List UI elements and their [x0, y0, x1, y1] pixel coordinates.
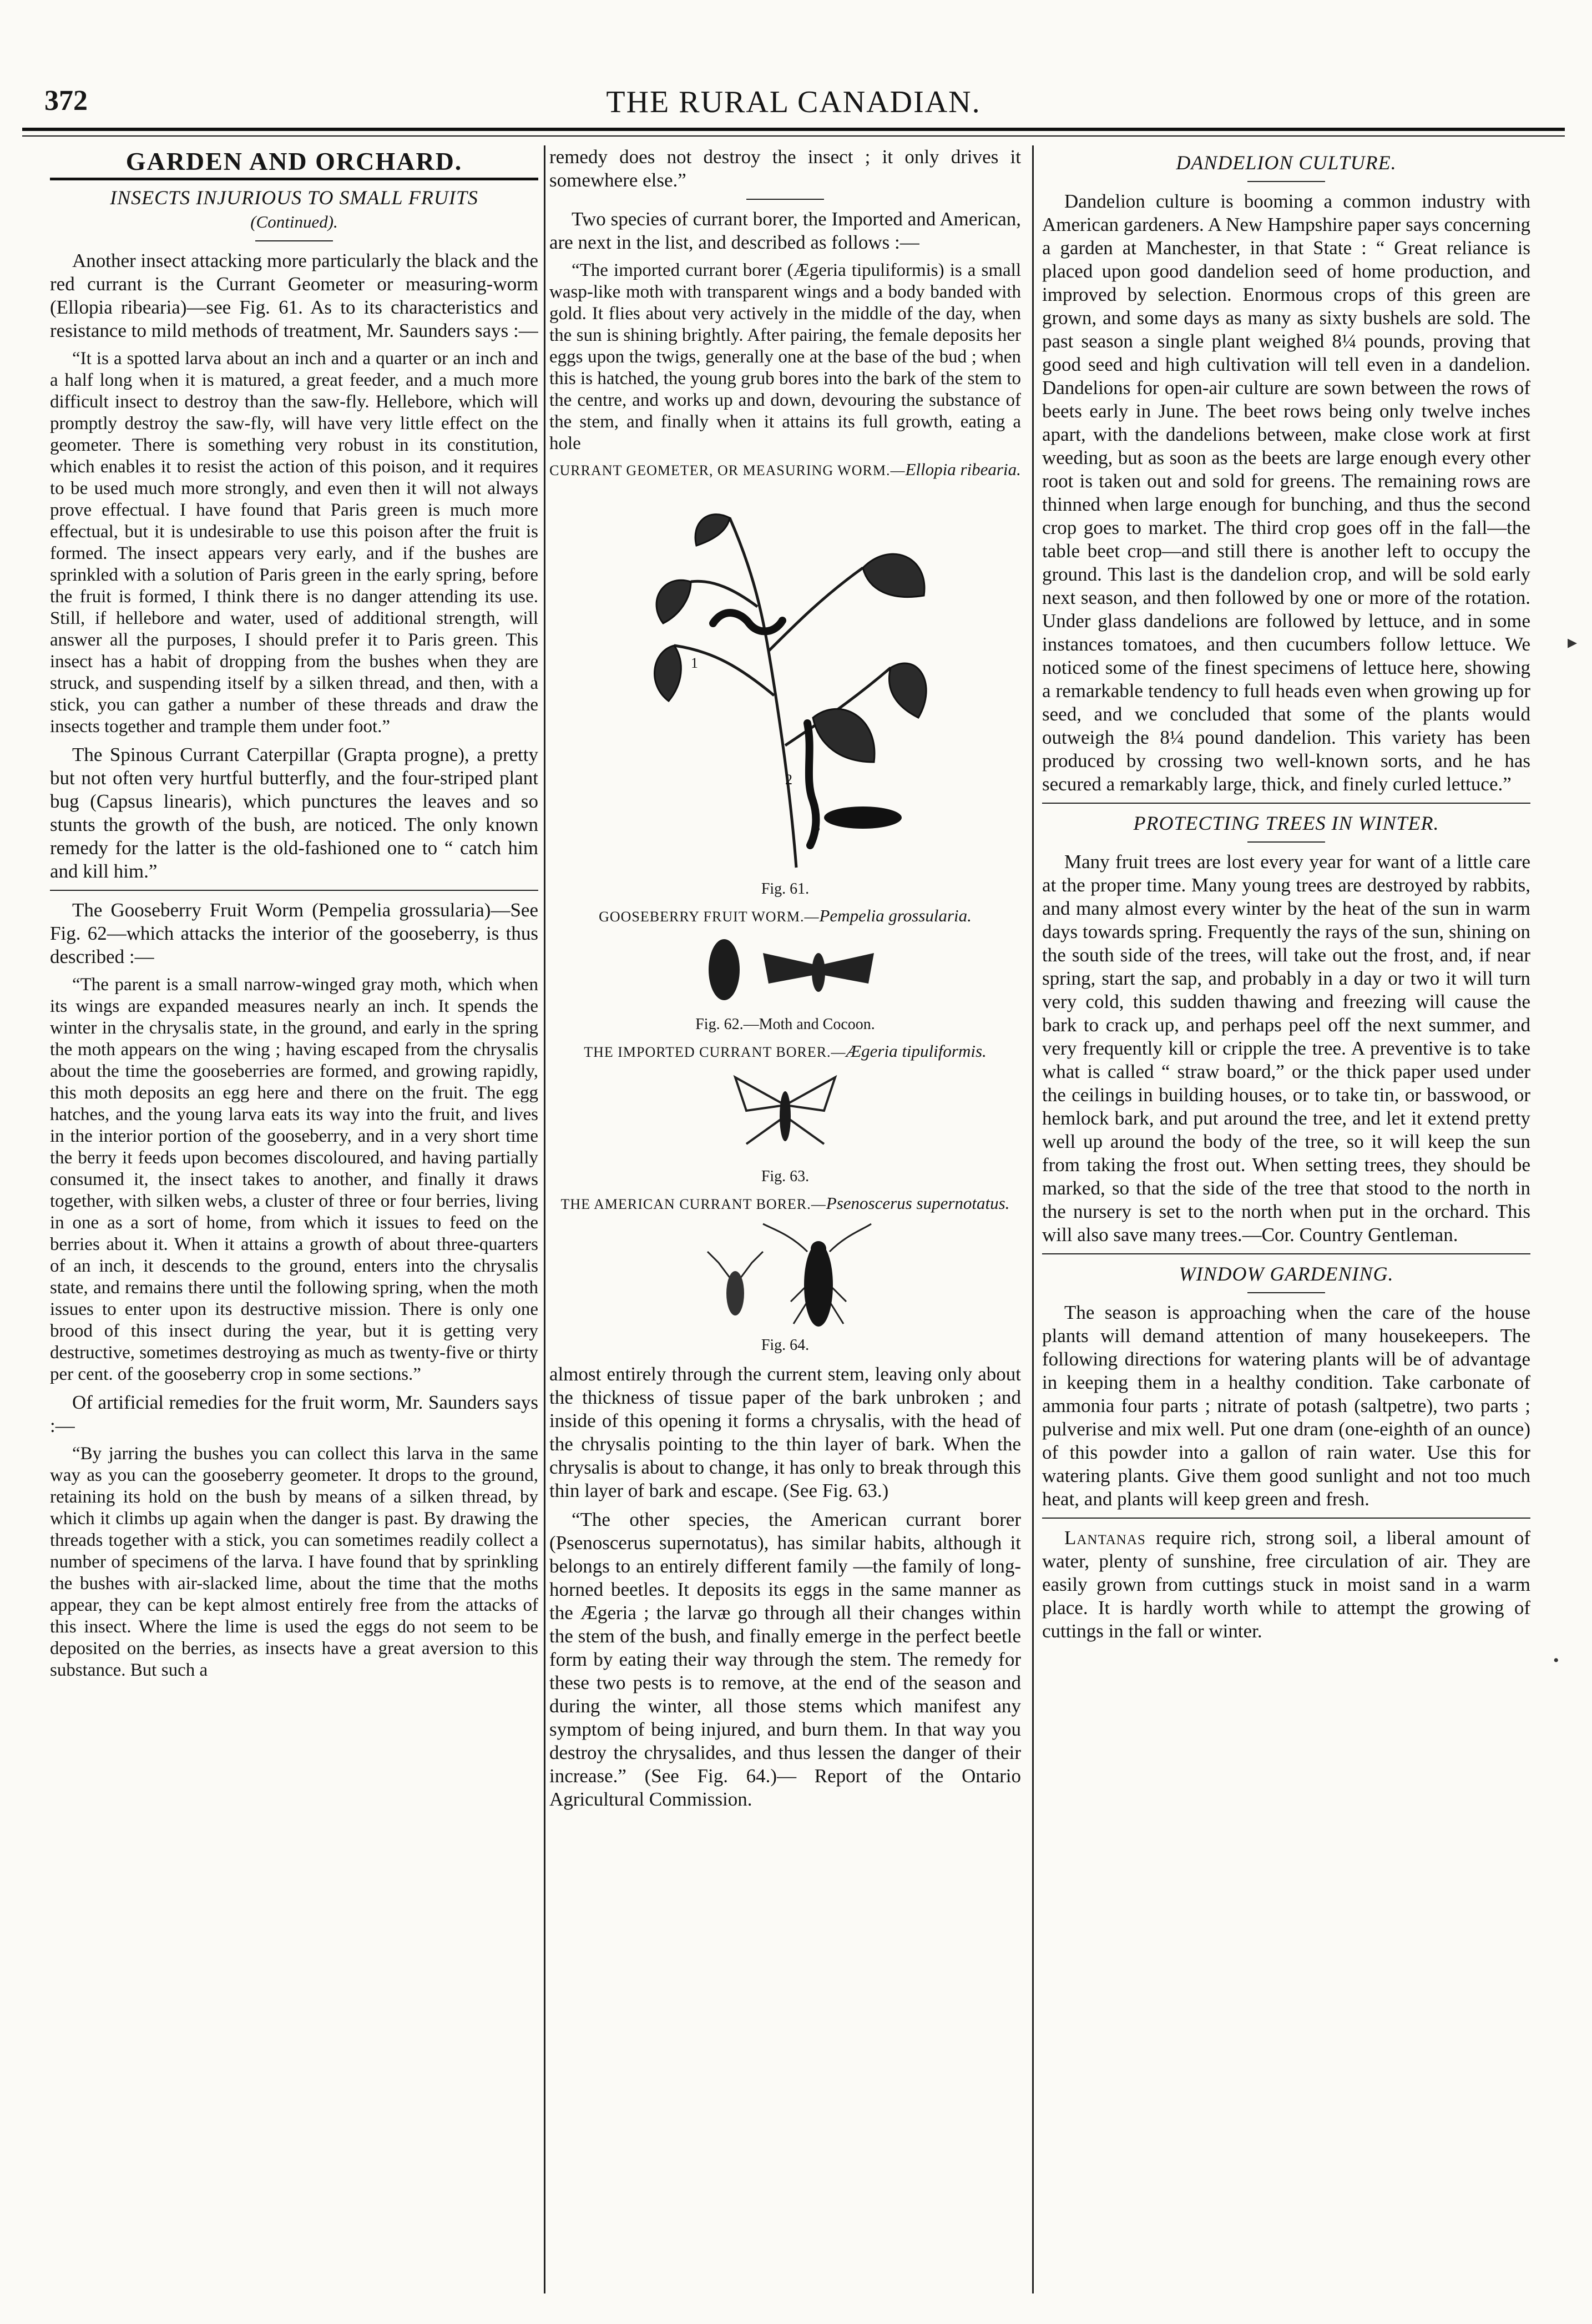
article-title: DANDELION CULTURE.: [1176, 152, 1397, 174]
column-middle: [549, 145, 1021, 1817]
column-divider: [544, 145, 545, 2293]
divider: [1042, 803, 1530, 804]
lead-word: Lantanas: [1064, 1527, 1146, 1549]
paragraph-text: require rich, strong soil, a liberal amount of water, plenty of sunshine, free circulation of air. They are easily grown from cuttings stuck in moist sand in a warm place. It is hardly worth while to attempt the growing of cuttings in the fall or winter.: [1042, 1527, 1530, 1642]
header-rule-thin: [22, 135, 1565, 137]
caption-text: GOOSEBERRY FRUIT WORM.—: [599, 909, 820, 925]
paragraph: remedy does not destroy the insect ; it only drives it somewhere else.”: [549, 146, 1021, 191]
divider: [1247, 181, 1325, 182]
divider: [255, 240, 333, 241]
paragraph: Dandelion culture is booming a common industry with American gardeners. A New Hampshire paper says concerning a garden at Manchester, in that State : “ Great reliance is placed upon good dandelion seed of home production, and improved by selection. Enormous crops of this green are grown, and some days as many as sixty bushels are sold. The past season a single plant weighed 8¼ pounds, proving that good seed and high cultivation will tell even in a dandelion. Dandelions for open-air culture are sown between the rows of beets early in June. The beet rows being only twelve inches apart, with the dandelions between, make close work at first weeding, but as soon as the beets are large enough every other root is taken out and sold for greens. The remaining rows are thinned when large enough for bunching, and thus the second crop goes to market. The third crop goes off in the fall—the table beet crop—and still there is another left to occupy the ground. This last is the dandelion crop, and will be sold early next season, and then followed by one or more of the rotation. Under glass dandelions are followed by lettuce, and in some instances tomatoes, and then cucumbers follow lettuce. We noticed some of the finest specimens of lettuce here, showing a remarkable tendency to full heads even when growing up for seed, and we concluded that some of the plants would outweigh the 8¼ pound dandelion. This variety has been produced by crossing two well-known sorts, and he has secured a remarkably large, thick, and finely curled lettuce.”: [1042, 190, 1530, 795]
divider: [1042, 1518, 1530, 1519]
paragraph: Another insect attacking more particularly the black and the red currant is the Currant Geometer or measuring-worm (Ellopia ribearia)—see Fig. 61. As to its characteristics and resistance to mild methods of treatment, Mr. Saunders says :—: [50, 250, 538, 341]
article-title: PROTECTING TREES IN WINTER.: [1133, 812, 1439, 834]
figure-caption: [549, 906, 1021, 926]
paragraph: [1042, 1526, 1530, 1643]
divider: [50, 890, 538, 891]
article-title: INSECTS INJURIOUS TO SMALL FRUITS: [110, 186, 478, 209]
figure-62: [549, 931, 1021, 1009]
paragraph: The season is approaching when the care of the house plants will demand attention of many housekeepers. The following directions for watering plants will be of advantage in keeping them in a healthy condition. Take carbonate of ammonia four parts ; nitrate of potash (saltpetre), two parts ; pulverise and mix well. Put one dram (one-eighth of an ounce) of this powder into a gallon of rain water. Use this for watering plants. Give them good sunlight and not too much heat, and plants will keep green and fresh.: [1042, 1302, 1530, 1510]
figure-label: Fig. 64.: [761, 1337, 810, 1354]
paragraph: almost entirely through the current stem, leaving only about the thickness of tissue paper of the bark unbroken ; and inside of this opening it forms a chrysalis, with the head of the chrysalis pointing to the thin layer of bark. When the chrysalis is about to change, it has only to break through this thin layer of bark and escape. (See Fig. 63.): [549, 1363, 1021, 1501]
margin-mark: ▸: [1568, 632, 1578, 653]
caption-text: CURRANT GEOMETER, OR MEASURING WORM.—: [549, 462, 906, 478]
figure-63: [549, 1066, 1021, 1161]
figure-64: [549, 1218, 1021, 1329]
divider: [1042, 1253, 1530, 1254]
divider: [746, 199, 824, 200]
paragraph: “The other species, the American currant borer (Psenoscerus supernotatus), has similar habits, although it belongs to an entirely different family —the family of long-horned beetles. It deposits its eggs in the same manner as the Ægeria ; the larvæ go through all their changes within the stem of the bush, and finally emerge in the perfect beetle form by eating their way through the stem. The remedy for these two pests is to remove, at the end of the season and during the winter, all those stems which manifest any symptom of being injured, and burn them. In that way you destroy the chrysalides, and thus lessen the danger of their increase.” (See Fig. 64.)— Report of the Ontario Agricultural Commission.: [549, 1509, 1021, 1810]
figure-label: Fig. 62.—Moth and Cocoon.: [695, 1016, 875, 1033]
figure-caption: [549, 1194, 1021, 1214]
page-header: [22, 78, 1565, 128]
currant-borer-moth-illustration: [724, 1066, 846, 1161]
paragraph: Many fruit trees are lost every year for want of a little care at the proper time. Many young trees are destroyed by rabbits, and many almost every winter by the heat of the sun in warm days towards spring. Frequently the rays of the sun, shining on the south side of the trees, will take out the frost, and, if near spring, start the sap, and probably in a day or two it will turn very cold, this sudden thawing and freezing will cause the bark to crack up, and perhaps peel off the next summer, and very frequently kill or cripple the tree. A preventive is to take what is called “ straw board,” or the thick paper used under the ceilings in building houses, or to take tin, or basswood, or hemlock bark, and put around the tree, and let it extend pretty well up around the body of the tree, so it will keep the sun from taking the frost out. When setting trees, they should be marked, so that the side of the tree that stood to the north in the nursery is set to the north when put in the orchard. This will also save many trees.—Cor. Country Gentleman.: [1042, 851, 1530, 1246]
column-divider: [1032, 145, 1034, 2293]
figure-61: [549, 485, 1021, 873]
svg-text:2: 2: [785, 772, 792, 788]
caption-species: Pempelia grossularia.: [819, 906, 972, 925]
quote-paragraph: “It is a spotted larva about an inch and a quarter or an inch and a half long when it is matured, a great feeder, and a much more difficult insect to destroy than the saw-fly. Hellebore, which will promptly destroy the saw-fly, will have very little effect on the geometer. There is something very robust in its constitution, which enables it to resist the action of this poison, and it requires to be used much more strongly, and even then it will not always prove effectual. I have found that Paris green is much more effectual, but it is undesirable to use this poison after the fruit is formed. The insect appears very early, and if the bushes are sprinkled with a solution of Paris green in the early spring, before the fruit is formed, I think there is no danger attending its use. Still, if hellebore and water, used of additional strength, will answer all the purposes, I should prefer it to Paris green. This insect has a habit of dropping from the bushes when they are struck, and suspending itself by a silken thread, and then, with a stick, you can gather a number of these threads and draw the insects together and trample them under foot.”: [50, 349, 538, 737]
column-right: [1042, 145, 1530, 1649]
paragraph: The Spinous Currant Caterpillar (Grapta progne), a pretty but not often very hurtful butterfly, and the four-striped plant bug (Capsus linearis), which punctures the leaves and so stunts the growth of the bush, are noticed. The only known remedy for the latter is the old-fashioned one to “ catch him and kill him.”: [50, 744, 538, 882]
paragraph: The Gooseberry Fruit Worm (Pempelia grossularia)—See Fig. 62—which attacks the interior of the gooseberry, is thus described :—: [50, 899, 538, 967]
figure-label: Fig. 63.: [761, 1168, 810, 1185]
american-currant-borer-beetle-illustration: [696, 1218, 874, 1329]
svg-text:1: 1: [691, 655, 698, 671]
moth-and-cocoon-illustration: [685, 931, 885, 1009]
divider: [1247, 1292, 1325, 1293]
page-number: 372: [44, 85, 88, 117]
continued-note: (Continued).: [250, 212, 338, 231]
quote-paragraph: “By jarring the bushes you can collect this larva in the same way as you can the gooseberry geometer. It drops to the ground, retaining its hold on the bush by means of a silken thread, by which it climbs up again when the danger is past. By drawing the threads together with a stick, you can sometimes readily collect a number of specimens of the larva. I have found that by sprinkling the bushes with air-slacked lime, about the time that the moths appear, they can be kept almost entirely free from the attacks of this insect. Where the lime is used the eggs do not seem to be deposited on the berries, as insects have a great aversion to this substance. But such a: [50, 1444, 538, 1680]
divider: [1247, 841, 1325, 843]
article-title: WINDOW GARDENING.: [1179, 1263, 1394, 1285]
figure-caption: [549, 460, 1021, 480]
section-title: GARDEN AND ORCHARD.: [50, 150, 538, 180]
margin-mark: •: [1553, 1651, 1559, 1670]
column-left: [50, 145, 538, 1687]
masthead-title: THE RURAL CANADIAN.: [606, 85, 981, 119]
quote-paragraph: “The imported currant borer (Ægeria tipuliformis) is a small wasp-like moth with transparent wings and a body banded with gold. It flies about very actively in the middle of the day, when the sun is shining brightly. After pairing, the female deposits her eggs upon the twigs, generally one at the base of the bud ; when this is hatched, the young grub bores into the bark of the stem to the centre, and works up and down, devouring the substance of the stem, and finally when it attains its full growth, eating a hole: [549, 260, 1021, 453]
paragraph: Two species of currant borer, the Imported and American, are next in the list, and described as follows :—: [549, 208, 1021, 253]
caption-species: Ægeria tipuliformis.: [846, 1041, 987, 1061]
figure-label: Fig. 61.: [761, 880, 810, 898]
caption-text: THE IMPORTED CURRANT BORER.—: [584, 1044, 846, 1060]
caption-species: Ellopia ribearia.: [905, 460, 1021, 479]
currant-geometer-illustration: [630, 485, 941, 873]
quote-paragraph: “The parent is a small narrow-winged gray moth, which when its wings are expanded measures nearly an inch. It spends the winter in the chrysalis state, in the ground, and early in the spring the moth appears on the wing ; having escaped from the chrysalis about the time the gooseberries are formed, and growing rapidly, this moth deposits an egg here and there on the fruit. The egg hatches, and the young larva eats its way into the fruit, and lives in the interior portion of the gooseberry, and in a very short time the berry it feeds upon becomes discoloured, and having partially consumed it, the insect takes to another, and finally it draws together, with silken webs, a cluster of three or four berries, living in one as a sort of home, from which it issues to feed on the berries about it. When it attains a growth of about three-quarters of an inch, it descends to the ground, enters into the chrysalis state, and remains there until the following spring, when the moth issues to enter upon its destructive mission. There is only one brood of this insect during the year, but it is getting very destructive, sometimes destroying as much as twenty-five or thirty per cent. of the gooseberry crop in some sections.”: [50, 975, 538, 1384]
svg-text:3: 3: [813, 819, 820, 835]
caption-text: THE AMERICAN CURRANT BORER.—: [560, 1196, 826, 1212]
caption-species: Psenoscerus supernotatus.: [826, 1193, 1010, 1213]
header-rule: [22, 128, 1565, 131]
paragraph: Of artificial remedies for the fruit worm, Mr. Saunders says :—: [50, 1392, 538, 1436]
figure-caption: [549, 1042, 1021, 1062]
